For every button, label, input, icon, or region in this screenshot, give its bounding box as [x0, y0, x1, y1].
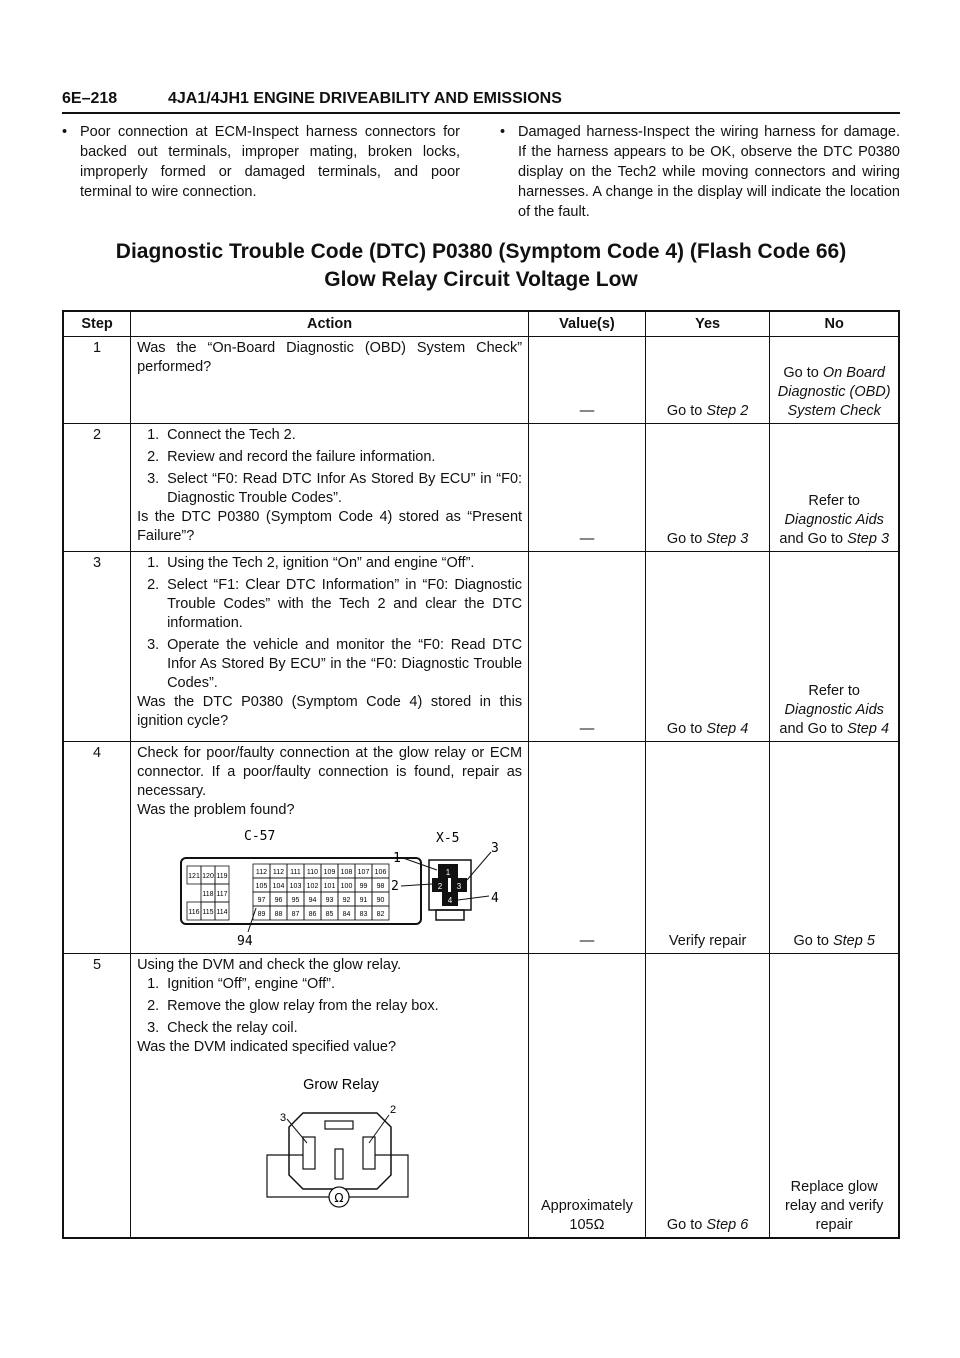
c57-pin-number: 111: [290, 869, 301, 876]
table-row: [63, 424, 899, 552]
action-text: Using the DVM and check the glow relay.: [137, 957, 402, 973]
sub-steps: [147, 975, 522, 1038]
list-item: 2. Remove the glow relay from the relay box.: [147, 998, 439, 1014]
c57-pin-number: 95: [291, 897, 300, 904]
no-cell: Replace glow relay and verify repair: [770, 954, 899, 1238]
page-header: [62, 88, 900, 114]
header-action: Action: [131, 311, 529, 337]
svg-text:4: 4: [447, 896, 453, 905]
yes-cell: Go to Step 6: [645, 954, 770, 1238]
c57-pin-number: 86: [308, 911, 317, 918]
x5-callout-2: 2: [391, 879, 399, 894]
x5-label: X-5: [436, 831, 460, 846]
x5-callout-3: 3: [491, 841, 499, 856]
c57-label: C-57: [244, 829, 276, 844]
c57-pin-number: 118: [202, 891, 214, 898]
action-text: Was the “On-Board Diagnostic (OBD) System Check” performed?: [131, 337, 529, 424]
c57-pin-number: 116: [188, 909, 200, 916]
intro-right-text: Damaged harness-Inspect the wiring harness for damage. If the harness appears to be OK, observe the DTC P0380 display on the Tech2 while moving connectors and wiring harnesses. A change in the display will indicate the location of the fault.: [518, 124, 900, 220]
lead-wire-right: [349, 1155, 408, 1197]
c57-pin-number: 110: [306, 869, 319, 876]
header-step: Step: [63, 311, 131, 337]
intro-right-bullet: [500, 122, 900, 222]
c57-pin-number: 89: [257, 911, 266, 918]
pin-label-2: 2: [390, 1104, 397, 1116]
c57-pin-number: 114: [216, 909, 228, 916]
bullet-icon: •: [500, 124, 506, 140]
c57-pin-grid: [253, 864, 389, 920]
c57-pin-number: 98: [376, 883, 385, 890]
step-link[interactable]: Step 3: [706, 531, 749, 547]
c57-pin-number: 119: [216, 873, 228, 880]
relay-title: Grow Relay: [303, 1077, 379, 1093]
action-cell: [131, 954, 529, 1238]
c57-pin-number: 99: [359, 883, 368, 890]
c57-pin-number: 82: [376, 911, 385, 918]
lead-wire-left: [267, 1155, 329, 1197]
c57-left-block: [187, 866, 229, 920]
yes-cell: Go to Step 3: [645, 424, 770, 552]
action-cell: [131, 742, 529, 954]
value-cell: Approximately 105Ω: [529, 954, 646, 1238]
no-cell: Refer to Diagnostic Aids and Go to Step 3: [770, 424, 899, 552]
c57-pin-number: 121: [188, 873, 200, 880]
c57-pin-number: 104: [272, 883, 285, 890]
diagnostic-aids-link[interactable]: Diagnostic Aids: [784, 702, 884, 718]
x5-latch: [436, 910, 464, 920]
list-item: 1. Using the Tech 2, ignition “On” and engine “Off”.: [147, 555, 475, 571]
relay-terminal-center: [335, 1149, 343, 1179]
callout-line: [287, 1119, 307, 1143]
title-line-1: Diagnostic Trouble Code (DTC) P0380 (Symptom Code 4) (Flash Code 66): [115, 240, 847, 263]
c57-pin-number: 112: [255, 869, 268, 876]
list-item: 3. Select “F0: Read DTC Infor As Stored By ECU” in “F0: Diagnostic Trouble Codes”.: [147, 471, 523, 506]
question-text: Was the problem found?: [137, 802, 295, 818]
table-row: [63, 552, 899, 742]
step-number: 3: [63, 552, 131, 742]
header-no: No: [770, 311, 899, 337]
c57-pin-number: 102: [306, 883, 319, 890]
value-cell: —: [529, 337, 646, 424]
c57-pin-number: 94: [308, 897, 317, 904]
c57-pin-number: 105: [255, 883, 268, 890]
relay-terminal-top: [325, 1121, 353, 1129]
c57-pin-number: 91: [359, 897, 368, 904]
value-cell: —: [529, 742, 646, 954]
c57-pin-number: 100: [340, 883, 353, 890]
question-text: Was the DTC P0380 (Symptom Code 4) stored in this ignition cycle?: [137, 694, 523, 729]
no-cell: Refer to Diagnostic Aids and Go to Step 4: [770, 552, 899, 742]
sub-steps: [147, 426, 522, 508]
step-number: 2: [63, 424, 131, 552]
sub-steps: [147, 554, 522, 693]
header-yes: Yes: [645, 311, 770, 337]
obd-check-link[interactable]: On Board Diagnostic (OBD) System Check: [777, 365, 891, 419]
c57-pin-number: 88: [274, 911, 283, 918]
header-values: Value(s): [529, 311, 646, 337]
value-cell: —: [529, 552, 646, 742]
c57-pin-number: 84: [342, 911, 351, 918]
yes-cell: Go to Step 2: [645, 337, 770, 424]
x5-callout-1: 1: [393, 851, 401, 866]
c57-pin-number: 107: [357, 869, 370, 876]
step-link[interactable]: Step 2: [706, 403, 749, 419]
c57-pin-number: 85: [325, 911, 334, 918]
question-text: Was the DVM indicated specified value?: [137, 1039, 397, 1055]
diagnostic-table: [62, 310, 900, 1239]
list-item: 1. Connect the Tech 2.: [147, 427, 296, 443]
diagnostic-aids-link[interactable]: Diagnostic Aids: [784, 512, 884, 528]
callout-line: [401, 884, 432, 886]
step-link[interactable]: Step 4: [706, 721, 749, 737]
svg-text:2: 2: [437, 882, 443, 891]
x5-callout-4: 4: [491, 891, 499, 906]
step-number: 1: [63, 337, 131, 424]
list-item: 2. Select “F1: Clear DTC Information” in “F0: Diagnostic Trouble Codes” with the Tech 2 and clear the DTC information.: [147, 577, 523, 631]
relay-terminal-2: [363, 1137, 375, 1169]
page-number: 6E–218: [62, 90, 118, 107]
question-text: Is the DTC P0380 (Symptom Code 4) stored as “Present Failure”?: [137, 509, 523, 544]
step-number: 5: [63, 954, 131, 1238]
action-text: Check for poor/faulty connection at the glow relay or ECM connector. If a poor/faulty connection is found, repair as necessary.: [137, 745, 523, 799]
intro-left-bullet: [62, 122, 460, 202]
yes-cell: Go to Step 4: [645, 552, 770, 742]
list-item: 1. Ignition “Off”, engine “Off”.: [147, 976, 335, 992]
bullet-icon: •: [62, 124, 68, 140]
callout-line: [369, 1115, 389, 1143]
list-item: 3. Operate the vehicle and monitor the “F0: Read DTC Infor As Stored By ECU” in the “F0: Diagnostic Trouble Codes”.: [147, 637, 523, 691]
value-cell: —: [529, 424, 646, 552]
pin-label-3: 3: [280, 1112, 287, 1124]
relay-diagram: [137, 1063, 522, 1213]
ohm-symbol: Ω: [334, 1191, 344, 1205]
list-item: 2. Review and record the failure information.: [147, 449, 436, 465]
no-cell: Go to On Board Diagnostic (OBD) System Check: [770, 337, 899, 424]
c57-pin-number: 93: [325, 897, 334, 904]
callout-line: [458, 896, 489, 900]
svg-text:3: 3: [456, 882, 462, 891]
c57-pin-number: 83: [359, 911, 368, 918]
c57-pin-number: 109: [323, 869, 336, 876]
c57-pin-number: 117: [216, 891, 228, 898]
c57-pin-number: 96: [274, 897, 283, 904]
c57-pin-number: 92: [342, 897, 351, 904]
action-cell: [131, 552, 529, 742]
table-row: [63, 954, 899, 1238]
step-link[interactable]: Step 6: [706, 1216, 749, 1233]
c57-pin-number: 115: [202, 909, 214, 916]
table-header-row: [63, 311, 899, 337]
action-cell: [131, 424, 529, 552]
relay-body: [289, 1113, 391, 1189]
c57-pin-number: 108: [340, 869, 353, 876]
c57-pin-number: 112: [272, 869, 285, 876]
list-item: 3. Check the relay coil.: [147, 1020, 298, 1036]
c57-pin-number: 120: [202, 873, 214, 880]
table-row: [63, 337, 899, 424]
c57-pin-number: 87: [291, 911, 300, 918]
c57-pin-number: 103: [289, 883, 302, 890]
title-line-2: Glow Relay Circuit Voltage Low: [324, 268, 638, 291]
c57-pin-number: 106: [374, 869, 387, 876]
c57-pin-number: 97: [257, 897, 266, 904]
yes-cell: Verify repair: [645, 742, 770, 954]
c57-pin-label: 94: [237, 934, 253, 946]
step-number: 4: [63, 742, 131, 954]
c57-pin-number: 101: [323, 883, 336, 890]
connector-diagram: [137, 824, 522, 946]
section-title: 4JA1/4JH1 ENGINE DRIVEABILITY AND EMISSIONS: [168, 90, 562, 107]
no-cell: Go to Step 5: [770, 742, 899, 954]
document-title: [62, 238, 900, 294]
relay-terminal-3: [303, 1137, 315, 1169]
c57-pin-number: 90: [376, 897, 385, 904]
step-link[interactable]: Step 5: [832, 933, 875, 949]
svg-text:1: 1: [445, 868, 451, 877]
table-row: [63, 742, 899, 954]
step-link[interactable]: Step 4: [847, 721, 890, 737]
intro-left-text: Poor connection at ECM-Inspect harness connectors for backed out terminals, improper mating, broken locks, improperly formed or damaged terminals, and poor terminal to wire connection.: [80, 124, 460, 200]
step-link[interactable]: Step 3: [847, 531, 890, 547]
